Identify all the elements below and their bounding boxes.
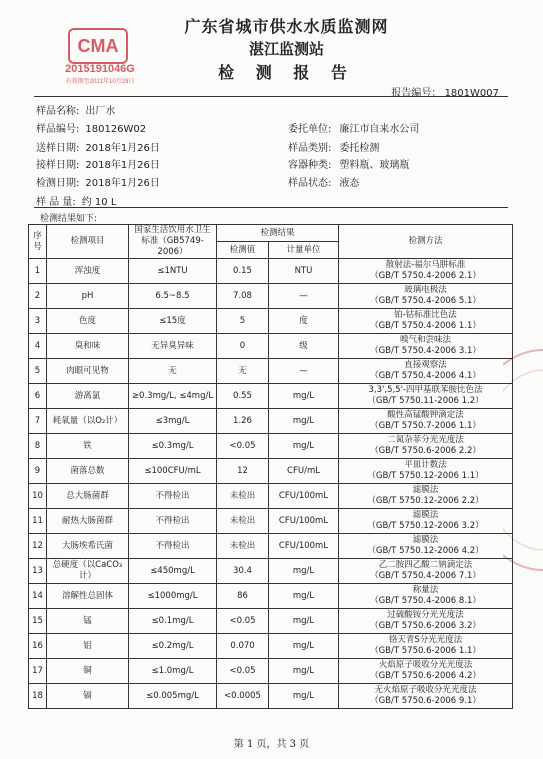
row-value: <0.05 bbox=[217, 659, 269, 684]
row-unit: CFU/100mL bbox=[269, 534, 339, 559]
container-field: 容器种类: 塑料瓶、玻璃瓶 bbox=[288, 160, 410, 171]
method-name: 铬天青S分光光度法 bbox=[388, 635, 463, 645]
row-method bbox=[339, 609, 513, 634]
row-method bbox=[339, 359, 513, 384]
cma-mark: CMA bbox=[68, 28, 128, 64]
row-value: 1.26 bbox=[217, 409, 269, 434]
method-name: 称量法 bbox=[412, 585, 439, 595]
method-standard: （GB/T 5750.7-2006 1.1） bbox=[370, 421, 481, 431]
row-value: 0.55 bbox=[217, 384, 269, 409]
row-value: 5 bbox=[217, 309, 269, 334]
row-value: 12 bbox=[217, 459, 269, 484]
table-row bbox=[29, 484, 513, 509]
row-standard: ≤15度 bbox=[129, 309, 217, 334]
sample-type-field: 样品类别: 委托检测 bbox=[288, 143, 380, 154]
row-standard: 不得检出 bbox=[129, 509, 217, 534]
table-row bbox=[29, 334, 513, 359]
row-unit: mg/L bbox=[269, 559, 339, 584]
row-item: 游离氯 bbox=[47, 384, 129, 409]
row-value: 未检出 bbox=[217, 509, 269, 534]
row-item: 耗氧量（以O₂计） bbox=[47, 409, 129, 434]
cma-number: 2015191046G bbox=[65, 63, 135, 75]
row-number: 8 bbox=[29, 434, 47, 459]
row-standard: 不得检出 bbox=[129, 534, 217, 559]
row-item: 菌落总数 bbox=[47, 459, 129, 484]
row-value: <0.05 bbox=[217, 609, 269, 634]
page-footer: 第 1 页，共 3 页 bbox=[233, 739, 310, 750]
table-row bbox=[29, 509, 513, 534]
row-item: 耐热大肠菌群 bbox=[47, 509, 129, 534]
row-number: 14 bbox=[29, 584, 47, 609]
state-field: 样品状态: 液态 bbox=[288, 178, 360, 189]
row-standard: ≤1NTU bbox=[129, 259, 217, 284]
row-item: pH bbox=[47, 284, 129, 309]
table-row bbox=[29, 584, 513, 609]
method-name: 3,3',5,5'-四甲基联苯胺比色法 bbox=[368, 385, 483, 395]
row-standard: ≤100CFU/mL bbox=[129, 459, 217, 484]
header-result: 检测结果 bbox=[217, 225, 339, 242]
row-unit: 级 bbox=[269, 334, 339, 359]
row-method bbox=[339, 534, 513, 559]
header-unit: 计量单位 bbox=[269, 242, 339, 259]
method-standard: （GB/T 5750.6-2006 1.1） bbox=[370, 646, 481, 656]
row-method bbox=[339, 434, 513, 459]
row-method bbox=[339, 334, 513, 359]
row-method bbox=[339, 384, 513, 409]
row-value: 30.4 bbox=[217, 559, 269, 584]
cma-validity: 有效期至2021年10月29日 bbox=[65, 79, 135, 85]
row-item: 色度 bbox=[47, 309, 129, 334]
results-table bbox=[28, 224, 513, 709]
row-method bbox=[339, 309, 513, 334]
table-row bbox=[29, 459, 513, 484]
row-unit: mg/L bbox=[269, 409, 339, 434]
row-method bbox=[339, 484, 513, 509]
table-row bbox=[29, 434, 513, 459]
row-method bbox=[339, 284, 513, 309]
method-name: 直接观察法 bbox=[404, 360, 447, 370]
table-row bbox=[29, 359, 513, 384]
row-value: 未检出 bbox=[217, 534, 269, 559]
method-standard: （GB/T 5750.12-2006 1.1） bbox=[367, 471, 484, 481]
row-value: 无 bbox=[217, 359, 269, 384]
row-value: 0 bbox=[217, 334, 269, 359]
row-number: 16 bbox=[29, 634, 47, 659]
row-unit: — bbox=[269, 359, 339, 384]
row-standard: ≤0.2mg/L bbox=[129, 634, 217, 659]
row-number: 4 bbox=[29, 334, 47, 359]
row-unit: mg/L bbox=[269, 684, 339, 709]
row-unit: mg/L bbox=[269, 584, 339, 609]
row-standard: 无 bbox=[129, 359, 217, 384]
top-divider bbox=[34, 96, 508, 97]
method-standard: （GB/T 5750.4-2006 3.1） bbox=[370, 346, 481, 356]
receive-date-field: 接样日期: 2018年1月26日 bbox=[36, 160, 160, 171]
row-value: <0.05 bbox=[217, 434, 269, 459]
method-name: 玻璃电极法 bbox=[404, 285, 447, 295]
method-name: 铂-钴标准比色法 bbox=[394, 310, 457, 320]
table-row bbox=[29, 284, 513, 309]
row-item: 大肠埃希氏菌 bbox=[47, 534, 129, 559]
method-name: 散射法-福尔马肼标准 bbox=[385, 260, 466, 270]
row-item: 铜 bbox=[47, 659, 129, 684]
row-number: 6 bbox=[29, 384, 47, 409]
table-row bbox=[29, 659, 513, 684]
sample-no-field: 样品编号: 180126W02 bbox=[36, 124, 147, 135]
row-method bbox=[339, 684, 513, 709]
table-row bbox=[29, 384, 513, 409]
row-number: 9 bbox=[29, 459, 47, 484]
client-field: 委托单位: 廉江市自来水公司 bbox=[288, 124, 420, 135]
row-item: 浑浊度 bbox=[47, 259, 129, 284]
method-standard: （GB/T 5750.12-2006 2.2） bbox=[367, 496, 484, 506]
method-name: 过硫酸铵分光光度法 bbox=[387, 610, 464, 620]
row-method bbox=[339, 659, 513, 684]
quantity-field: 样 品 量: 约 10 L bbox=[36, 197, 117, 208]
row-value: 0.15 bbox=[217, 259, 269, 284]
table-caption: 检测结果如下: bbox=[40, 214, 98, 224]
method-standard: （GB/T 5750.4-2006 2.1） bbox=[370, 271, 481, 281]
method-name: 乙二胺四乙酸二钠滴定法 bbox=[378, 560, 473, 570]
row-number: 13 bbox=[29, 559, 47, 584]
row-method bbox=[339, 259, 513, 284]
method-standard: （GB/T 5750.4-2006 5.1） bbox=[370, 296, 481, 306]
method-standard: （GB/T 5750.6-2006 4.2） bbox=[370, 671, 481, 681]
row-method bbox=[339, 559, 513, 584]
method-name: 二氮杂菲分光光度法 bbox=[387, 435, 464, 445]
row-unit: 度 bbox=[269, 309, 339, 334]
row-number: 12 bbox=[29, 534, 47, 559]
table-row bbox=[29, 259, 513, 284]
row-item: 溶解性总固体 bbox=[47, 584, 129, 609]
send-date-field: 送样日期: 2018年1月26日 bbox=[36, 143, 160, 154]
row-value: <0.0005 bbox=[217, 684, 269, 709]
row-standard: ≤450mg/L bbox=[129, 559, 217, 584]
row-value: 86 bbox=[217, 584, 269, 609]
row-standard: ≤0.005mg/L bbox=[129, 684, 217, 709]
header-standard: 国家生活饮用水卫生标准（GB5749-2006） bbox=[129, 225, 217, 259]
row-number: 15 bbox=[29, 609, 47, 634]
row-unit: mg/L bbox=[269, 609, 339, 634]
method-standard: （GB/T 5750.4-2006 1.1） bbox=[370, 321, 481, 331]
row-item: 总硬度（以CaCO₃计） bbox=[47, 559, 129, 584]
info-divider bbox=[34, 207, 508, 208]
station-title: 湛江监测站 bbox=[248, 40, 324, 58]
row-unit: CFU/100mL bbox=[269, 509, 339, 534]
sample-name-field: 样品名称: 出厂水 bbox=[36, 106, 116, 117]
row-number: 10 bbox=[29, 484, 47, 509]
row-method bbox=[339, 634, 513, 659]
row-standard: ≥0.3mg/L, ≤4mg/L bbox=[129, 384, 217, 409]
table-row bbox=[29, 309, 513, 334]
method-standard: （GB/T 5750.4-2006 4.1） bbox=[370, 371, 481, 381]
row-item: 臭和味 bbox=[47, 334, 129, 359]
header-no: 序号 bbox=[29, 225, 47, 259]
method-name: 滤膜法 bbox=[412, 535, 439, 545]
table-row bbox=[29, 534, 513, 559]
row-unit: mg/L bbox=[269, 634, 339, 659]
row-unit: mg/L bbox=[269, 434, 339, 459]
row-unit: mg/L bbox=[269, 384, 339, 409]
header-item: 检测项目 bbox=[47, 225, 129, 259]
row-standard: ≤1000mg/L bbox=[129, 584, 217, 609]
row-method bbox=[339, 509, 513, 534]
row-method bbox=[339, 584, 513, 609]
method-name: 嗅气和尝味法 bbox=[400, 335, 452, 345]
method-standard: （GB/T 5750.12-2006 3.2） bbox=[367, 521, 484, 531]
header-method: 检测方法 bbox=[339, 225, 513, 259]
row-item: 镉 bbox=[47, 684, 129, 709]
method-name: 平皿计数法 bbox=[404, 460, 447, 470]
row-item: 总大肠菌群 bbox=[47, 484, 129, 509]
table-row bbox=[29, 559, 513, 584]
method-standard: （GB/T 5750.4-2006 8.1） bbox=[370, 596, 481, 606]
method-name: 火焰原子吸收分光光度法 bbox=[378, 660, 473, 670]
row-unit: CFU/100mL bbox=[269, 484, 339, 509]
row-number: 2 bbox=[29, 284, 47, 309]
row-number: 1 bbox=[29, 259, 47, 284]
row-item: 肉眼可见物 bbox=[47, 359, 129, 384]
row-unit: — bbox=[269, 284, 339, 309]
test-date-field: 检测日期: 2018年1月26日 bbox=[36, 178, 160, 189]
method-standard: （GB/T 5750.6-2006 3.2） bbox=[370, 621, 481, 631]
network-title: 广东省城市供水水质监测网 bbox=[184, 17, 389, 36]
row-standard: 不得检出 bbox=[129, 484, 217, 509]
method-standard: （GB/T 5750.12-2006 4.2） bbox=[367, 546, 484, 556]
row-unit: mg/L bbox=[269, 659, 339, 684]
row-method bbox=[339, 459, 513, 484]
row-value: 0.070 bbox=[217, 634, 269, 659]
row-unit: CFU/mL bbox=[269, 459, 339, 484]
row-number: 11 bbox=[29, 509, 47, 534]
table-row bbox=[29, 634, 513, 659]
row-number: 18 bbox=[29, 684, 47, 709]
report-number: 报告编号： 1801W007 bbox=[391, 88, 499, 99]
table-row bbox=[29, 684, 513, 709]
method-name: 滤膜法 bbox=[412, 510, 439, 520]
row-number: 17 bbox=[29, 659, 47, 684]
row-item: 铝 bbox=[47, 634, 129, 659]
method-standard: （GB/T 5750.4-2006 7.1） bbox=[370, 571, 481, 581]
method-standard: （GB/T 5750.6-2006 2.2） bbox=[370, 446, 481, 456]
row-unit: NTU bbox=[269, 259, 339, 284]
header-value: 检测值 bbox=[217, 242, 269, 259]
row-value: 7.08 bbox=[217, 284, 269, 309]
row-standard: ≤0.1mg/L bbox=[129, 609, 217, 634]
method-standard: （GB/T 5750.6-2006 9.1） bbox=[370, 696, 481, 706]
row-number: 5 bbox=[29, 359, 47, 384]
method-name: 无火焰原子吸收分光光度法 bbox=[374, 685, 477, 695]
method-name: 酸性高锰酸钾滴定法 bbox=[387, 410, 464, 420]
method-name: 滤膜法 bbox=[412, 485, 439, 495]
row-item: 铁 bbox=[47, 434, 129, 459]
table-row bbox=[29, 409, 513, 434]
row-number: 7 bbox=[29, 409, 47, 434]
row-method bbox=[339, 409, 513, 434]
method-standard: （GB/T 5750.11-2006 1.2） bbox=[367, 396, 484, 406]
row-value: 未检出 bbox=[217, 484, 269, 509]
row-standard: ≤1.0mg/L bbox=[129, 659, 217, 684]
table-row bbox=[29, 609, 513, 634]
row-standard: ≤0.3mg/L bbox=[129, 434, 217, 459]
row-item: 锰 bbox=[47, 609, 129, 634]
report-title: 检 测 报 告 bbox=[218, 63, 355, 82]
row-standard: 无异臭异味 bbox=[129, 334, 217, 359]
row-number: 3 bbox=[29, 309, 47, 334]
row-standard: 6.5~8.5 bbox=[129, 284, 217, 309]
row-standard: ≤3mg/L bbox=[129, 409, 217, 434]
